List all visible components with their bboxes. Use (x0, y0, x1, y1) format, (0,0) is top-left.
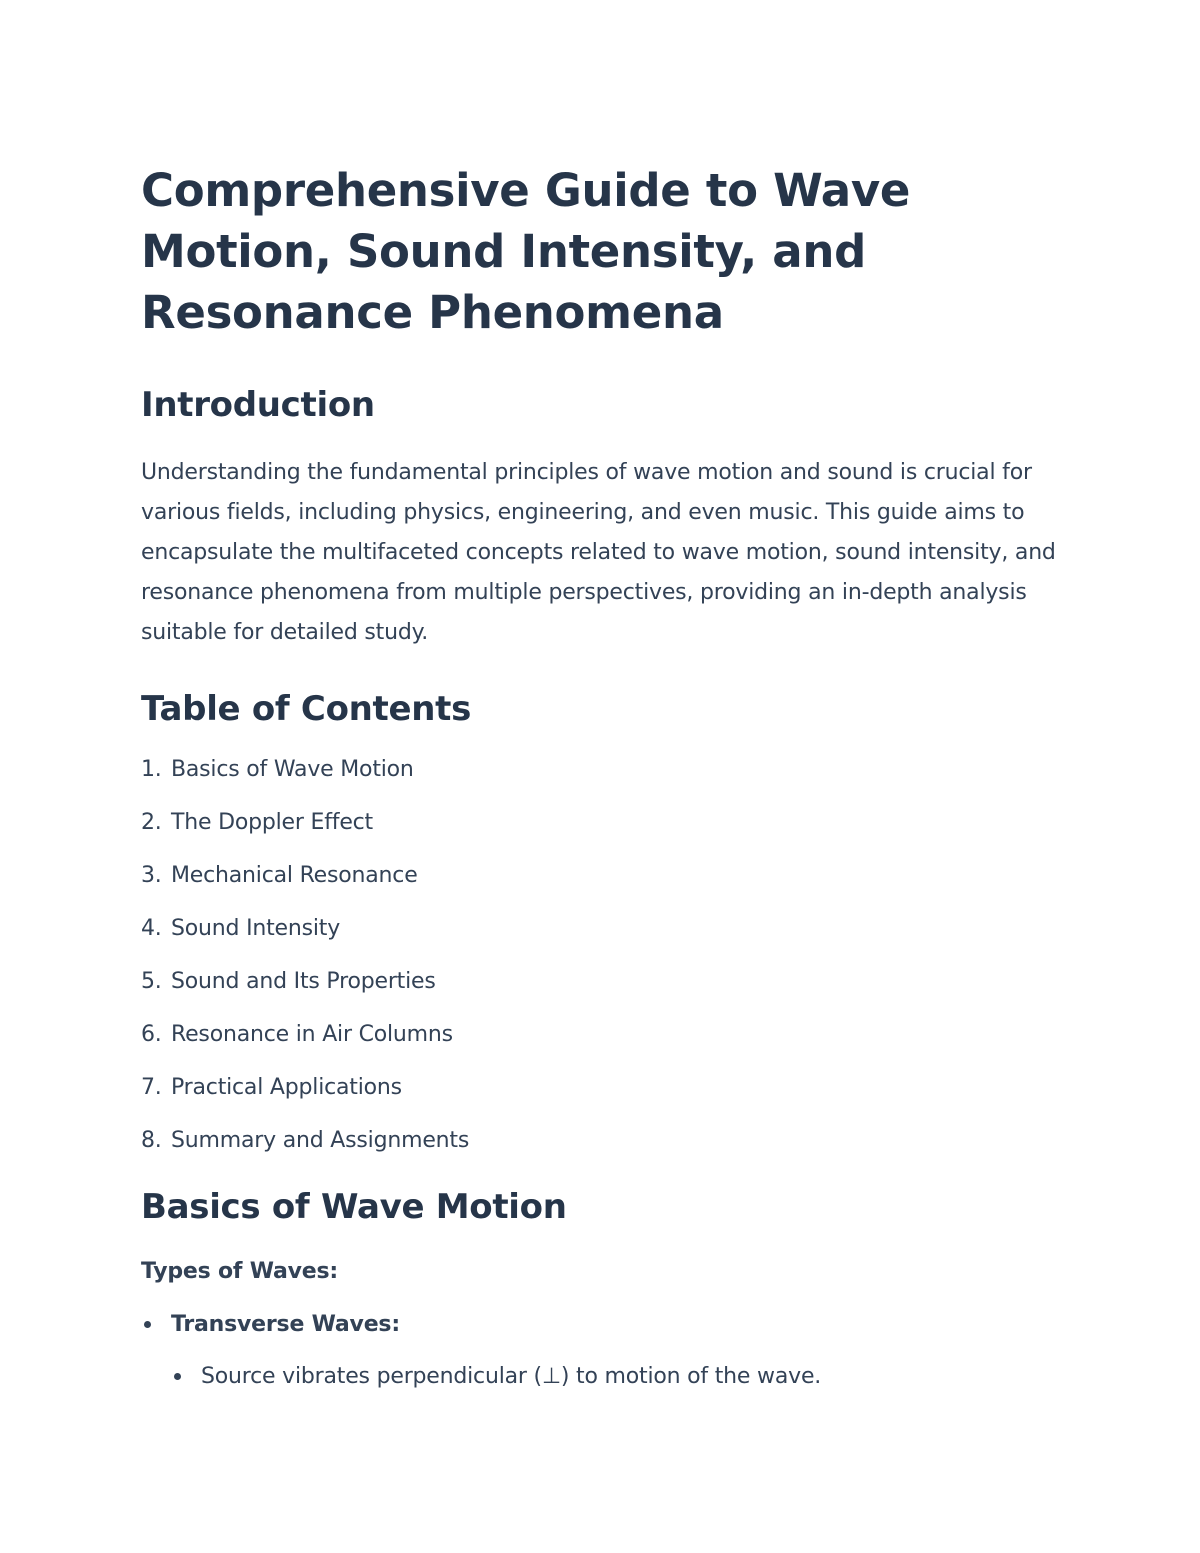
document-page (141, 160, 1071, 1390)
toc-item-number: 4. (141, 916, 162, 941)
toc-item (141, 756, 1071, 783)
list-item (171, 1363, 1071, 1390)
transverse-description: Source vibrates perpendicular (⊥) to motion of the wave. (201, 1364, 822, 1389)
toc-item (141, 862, 1071, 889)
toc-item-label: Sound and Its Properties (171, 969, 436, 994)
toc-item (141, 968, 1071, 995)
toc-item-number: 3. (141, 863, 162, 888)
toc-item-number: 6. (141, 1022, 162, 1047)
bullet-icon (174, 1373, 181, 1380)
basics-heading: Basics of Wave Motion (141, 1187, 567, 1227)
toc-item-number: 5. (141, 969, 162, 994)
toc-item (141, 1127, 1071, 1154)
toc-item (141, 915, 1071, 942)
toc-item-number: 8. (141, 1128, 162, 1153)
introduction-heading: Introduction (141, 385, 375, 425)
waves-bullet-list (141, 1311, 1071, 1390)
toc-item-label: Basics of Wave Motion (171, 757, 414, 782)
toc-item-number: 7. (141, 1075, 162, 1100)
toc-item-number: 2. (141, 810, 162, 835)
toc-item-label: Resonance in Air Columns (171, 1022, 453, 1047)
toc-item-label: Mechanical Resonance (171, 863, 418, 888)
introduction-paragraph: Understanding the fundamental principles of wave motion and sound is crucial for various fields, including physics, engineering, and even music. This guide aims to encapsulate the multifaceted concepts related to wave motion, sound intensity, and resonance phenomena from multiple perspectives, providing an in-depth analysis suitable for detailed study. (141, 460, 1056, 645)
toc-item-label: Sound Intensity (171, 916, 341, 941)
toc-item-label: Summary and Assignments (171, 1128, 470, 1153)
toc-item (141, 1021, 1071, 1048)
list-item (141, 1311, 1071, 1390)
toc-item (141, 1074, 1071, 1101)
types-of-waves-subheading: Types of Waves: (141, 1259, 338, 1284)
transverse-waves-label: Transverse Waves: (171, 1312, 400, 1337)
toc-item-label: The Doppler Effect (171, 810, 373, 835)
toc-item-label: Practical Applications (171, 1075, 402, 1100)
toc-item (141, 809, 1071, 836)
toc-item-number: 1. (141, 757, 162, 782)
bullet-icon (144, 1321, 151, 1328)
document-title: Comprehensive Guide to Wave Motion, Sound Intensity, and Resonance Phenomena (141, 164, 911, 339)
toc-heading: Table of Contents (141, 689, 472, 729)
toc-list (141, 756, 1071, 1154)
transverse-sub-list (171, 1363, 1071, 1390)
